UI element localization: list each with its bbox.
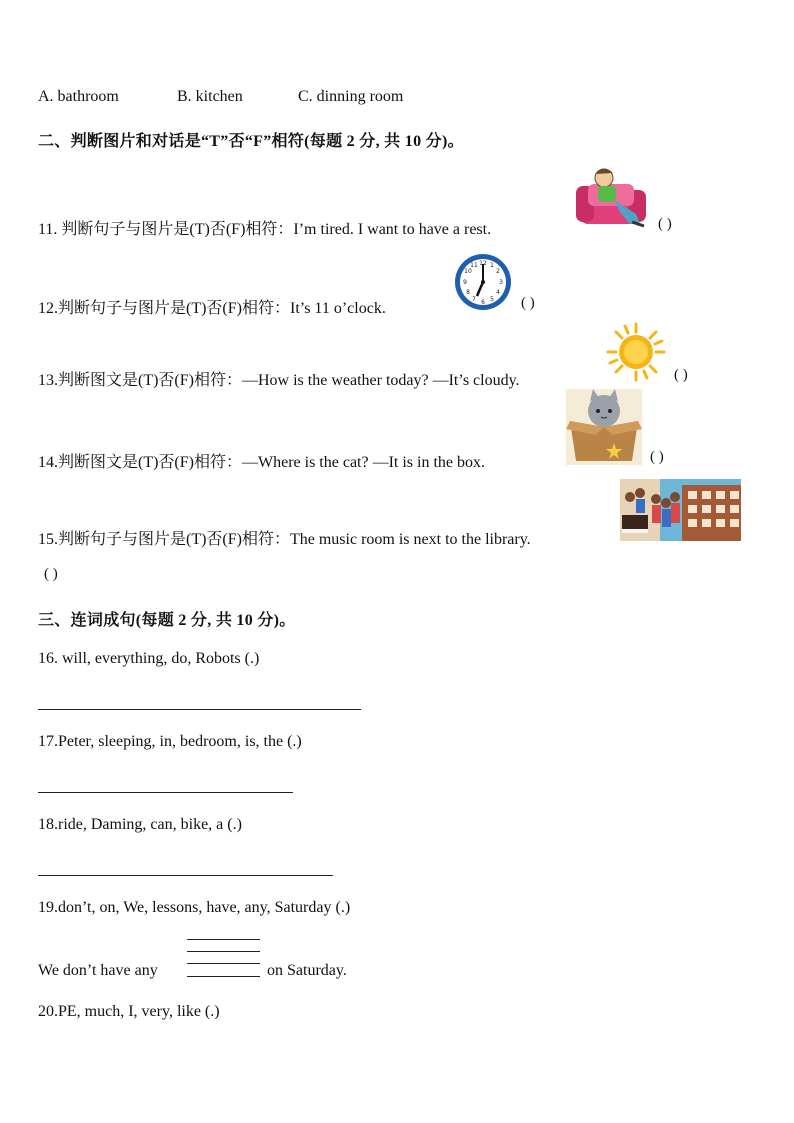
svg-text:10: 10 xyxy=(464,268,472,275)
answer-line-19b[interactable] xyxy=(187,951,260,952)
question-12-text: 12.判断句子与图片是(T)否(F)相符：It’s 11 o’clock. xyxy=(38,300,386,317)
answer-blank-14[interactable]: ( ) xyxy=(650,449,664,465)
svg-text:7: 7 xyxy=(472,296,476,303)
question-20-text: 20.PE, much, I, very, like (.) xyxy=(38,1003,220,1020)
question-13-text: 13.判断图文是(T)否(F)相符：—How is the weather today? —It’s cloudy. xyxy=(38,372,520,389)
answer-line-18[interactable] xyxy=(38,875,333,876)
music-room-icon xyxy=(620,479,741,541)
option-b: B. kitchen xyxy=(177,88,243,105)
option-c: C. dinning room xyxy=(298,88,404,105)
question-16-text: 16. will, everything, do, Robots (.) xyxy=(38,650,260,667)
answer-line-17[interactable] xyxy=(38,792,293,793)
question-14-text: 14.判断图文是(T)否(F)相符：—Where is the cat? —It is in the box. xyxy=(38,454,486,471)
answer-line-16[interactable] xyxy=(38,709,361,710)
person-resting-icon xyxy=(574,164,650,232)
answer-line-19a[interactable] xyxy=(187,939,260,940)
cat-in-box-icon xyxy=(566,389,642,465)
answer-blank-13[interactable]: ( ) xyxy=(674,367,688,383)
clock-icon xyxy=(453,252,513,312)
svg-text:6: 6 xyxy=(481,299,485,306)
question-15-text: 15.判断句子与图片是(T)否(F)相符：The music room is next to the library. xyxy=(38,531,531,548)
answer-blank-11[interactable]: ( ) xyxy=(658,216,672,232)
question-19-answer-end: on Saturday. xyxy=(267,962,347,979)
svg-text:2: 2 xyxy=(496,268,500,275)
option-a: A. bathroom xyxy=(38,88,119,105)
svg-text:3: 3 xyxy=(499,279,503,286)
sun-icon xyxy=(606,322,666,382)
question-19-text: 19.don’t, on, We, lessons, have, any, Saturday (.) xyxy=(38,899,351,916)
question-17-text: 17.Peter, sleeping, in, bedroom, is, the (.) xyxy=(38,733,302,750)
answer-blank-12[interactable]: ( ) xyxy=(521,295,535,311)
section-3-heading: 三、连词成句(每题 2 分, 共 10 分)。 xyxy=(38,612,296,629)
svg-text:1: 1 xyxy=(490,262,494,269)
svg-text:8: 8 xyxy=(466,289,470,296)
section-2-heading: 二、判断图片和对话是“T”否“F”相符(每题 2 分, 共 10 分)。 xyxy=(38,133,464,150)
question-18-text: 18.ride, Daming, can, bike, a (.) xyxy=(38,816,242,833)
question-19-answer-start: We don’t have any xyxy=(38,962,158,979)
question-11-text: 11. 判断句子与图片是(T)否(F)相符：I’m tired. I want to have a rest. xyxy=(38,221,492,238)
svg-text:11: 11 xyxy=(470,262,478,269)
answer-line-19d[interactable] xyxy=(187,976,260,977)
svg-text:5: 5 xyxy=(490,296,494,303)
answer-blank-15[interactable]: ( ) xyxy=(44,566,58,582)
svg-text:12: 12 xyxy=(479,260,487,267)
svg-text:4: 4 xyxy=(496,289,500,296)
svg-text:9: 9 xyxy=(463,279,467,286)
answer-line-19c[interactable] xyxy=(187,963,260,964)
